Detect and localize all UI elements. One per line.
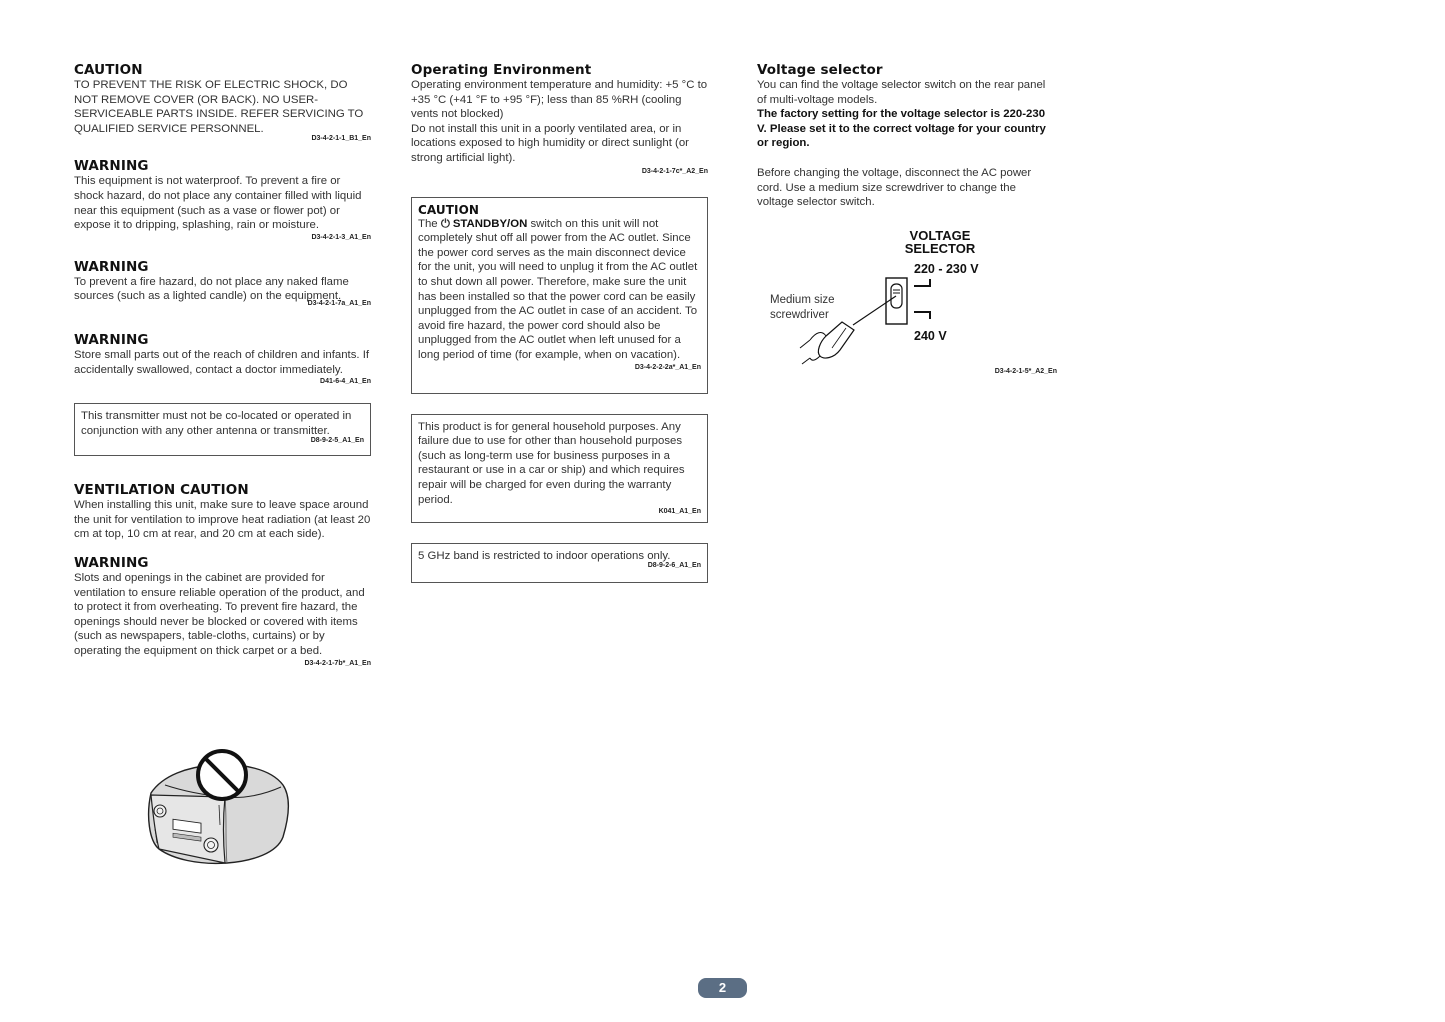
standby-caution-box — [411, 197, 708, 394]
standby-on-label: STANDBY/ON — [452, 217, 528, 230]
column-left — [74, 62, 371, 669]
standby-caution-pre: The — [418, 217, 438, 230]
column-right — [757, 62, 1057, 210]
power-icon: ⏻ — [440, 217, 450, 230]
diagram-tool-label-line1: Medium size — [770, 294, 835, 306]
warning-small-parts-section — [74, 332, 371, 387]
ghz-band-text: 5 GHz band is restricted to indoor operations only. — [418, 549, 671, 562]
caution-section — [74, 62, 371, 144]
prohibition-icon — [198, 751, 246, 799]
diagram-voltage-high: 220 - 230 V — [914, 262, 979, 276]
warning-flame-code: D3-4-2-1-7a_A1_En — [307, 299, 371, 307]
standby-caution-body: switch on this unit will not completely shut off all power from the AC outlet. Since the power cord serves as the main disconnect device for the unit, you will need to unplug it from the AC outlet to shut down all power. Therefore, make sure the unit has been installed so that the power cord can be easily unplugged from the AC outlet in case of an accident. To avoid fire hazard, the power cord should also be unplugged from the AC outlet when left unused for a long period of time (for example, when on vacation). — [418, 217, 698, 361]
receiver-no-covering-illustration — [143, 745, 293, 872]
voltage-selector-text1: You can find the voltage selector switch on the rear panel of multi-voltage models. — [757, 79, 1046, 106]
page-number-badge: 2 — [698, 978, 747, 998]
warning-waterproof-code: D3-4-2-1-3_A1_En — [311, 233, 371, 241]
warning-waterproof-section — [74, 158, 371, 242]
operating-environment-code: D3-4-2-1-7c*_A2_En — [641, 167, 708, 175]
warning-flame-section — [74, 259, 371, 309]
caution-text: TO PREVENT THE RISK OF ELECTRIC SHOCK, DO NOT REMOVE COVER (OR BACK). NO USER-SERVICEABLE PARTS INSIDE. REFER SERVICING TO QUALIFIED SERVICE PERSONNEL. — [74, 79, 364, 135]
caution-code: D3-4-2-1-1_B1_En — [311, 135, 371, 143]
operating-environment-text1: Operating environment temperature and humidity: +5 °C to +35 °C (+41 °F to +95 °F); less than 85 %RH (cooling vents not blocked) — [411, 79, 708, 121]
warning-openings-section — [74, 555, 371, 670]
diagram-label-selector: SELECTOR — [904, 241, 976, 256]
warning-openings-text: Slots and openings in the cabinet are provided for ventilation to ensure reliable operation of the product, and to protect it from overheating. To prevent fire hazard, the openings should never be blocked or covered with items (such as newspapers, table-cloths, curtains) or by operating the equipment on thick carpet or a bed. — [74, 571, 365, 657]
column-middle — [411, 62, 708, 583]
warning-heading: WARNING — [74, 158, 149, 175]
household-use-code: K041_A1_En — [658, 508, 701, 516]
ghz-band-box — [411, 543, 708, 583]
warning-flame-text: To prevent a fire hazard, do not place any naked flame sources (such as a lighted candle) on the equipment. — [74, 275, 349, 303]
transmitter-notice-code: D8-9-2-5_A1_En — [310, 437, 364, 445]
operating-environment-section — [411, 62, 708, 177]
operating-environment-heading: Operating Environment — [411, 62, 592, 78]
warning-heading: WARNING — [74, 258, 149, 275]
warning-small-parts-code: D41-6-4_A1_En — [320, 378, 371, 386]
transmitter-notice-text: This transmitter must not be co-located or operated in conjunction with any other antenna or transmitter. — [81, 410, 352, 437]
transmitter-notice-box — [74, 403, 371, 456]
warning-small-parts-text: Store small parts out of the reach of children and infants. If accidentally swallowed, contact a doctor immediately. — [74, 348, 370, 376]
voltage-selector-heading: Voltage selector — [757, 62, 883, 78]
diagram-label-voltage: VOLTAGE — [909, 228, 971, 243]
warning-waterproof-text: This equipment is not waterproof. To prevent a fire or shock hazard, do not place any container filled with liquid near this equipment (such as a vase or flower pot) or expose it to dripping, splashing, rain or moisture. — [74, 175, 362, 232]
standby-caution-code: D3-4-2-2-2a*_A1_En — [634, 363, 701, 371]
household-use-text: This product is for general household purposes. Any failure due to use for other than household purposes (such as long-term use for business purposes in a restaurant or use in a car or ship) and which requires repair will be charged for even during the warranty period. — [418, 420, 685, 506]
knob-icon — [154, 805, 166, 817]
screwdriver-icon — [800, 296, 896, 364]
warning-openings-code: D3-4-2-1-7b*_A1_En — [304, 660, 371, 668]
warning-heading: WARNING — [74, 331, 149, 348]
standby-caution-text — [418, 217, 701, 363]
ventilation-caution-section — [74, 482, 371, 542]
household-use-box — [411, 414, 708, 523]
voltage-selector-diagram — [768, 224, 1068, 384]
caution-heading: CAUTION — [74, 62, 143, 78]
voltage-selector-section — [757, 62, 1057, 210]
diagram-tool-label-line2: screwdriver — [770, 309, 829, 321]
standby-caution-heading: CAUTION — [418, 202, 480, 217]
ventilation-caution-text: When installing this unit, make sure to leave space around the unit for ventilation to improve heat radiation (at least 20 cm at top, 10 cm at rear, and 20 cm at each side). — [74, 499, 371, 541]
ghz-band-code: D8-9-2-6_A1_En — [647, 562, 701, 570]
diagram-voltage-low: 240 V — [914, 329, 947, 343]
voltage-selector-factory-setting: The factory setting for the voltage selector is 220-230 V. Please set it to the correct voltage for your country or region. — [757, 108, 1046, 150]
operating-environment-text2: Do not install this unit in a poorly ventilated area, or in locations exposed to high humidity or direct sunlight (or strong artificial light). — [411, 122, 689, 164]
knob-icon — [204, 838, 218, 852]
ventilation-caution-heading: VENTILATION CAUTION — [74, 482, 249, 499]
voltage-selector-text2: Before changing the voltage, disconnect the AC power cord. Use a medium size screwdriver to change the voltage selector switch. — [757, 166, 1032, 209]
voltage-selector-code: D3-4-2-1-5*_A2_En — [994, 368, 1057, 375]
warning-heading: WARNING — [74, 554, 149, 571]
